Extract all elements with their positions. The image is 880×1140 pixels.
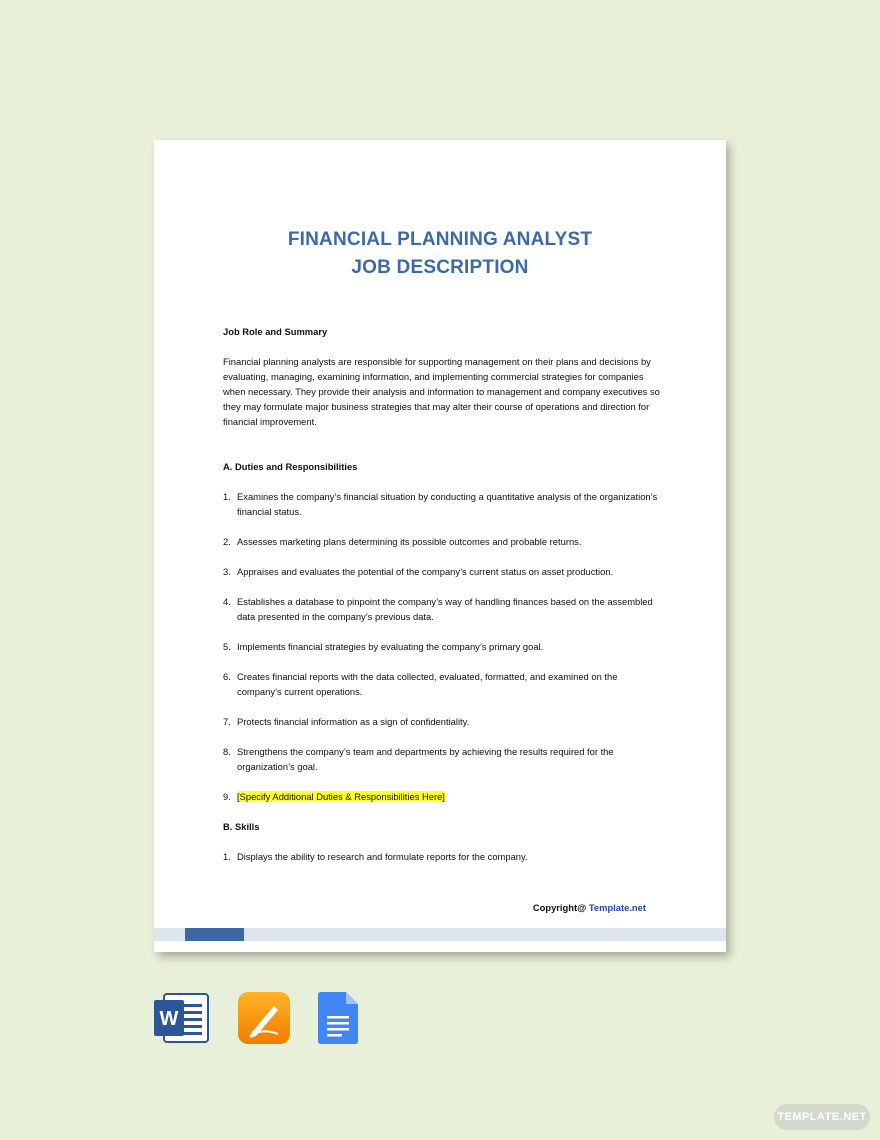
summary-text: Financial planning analysts are responsible for supporting management on their plans and decisions by evaluating, managing, examining information, and implementing commercial strategies for companies when necessary. They provide their analysis and information to management and company executives so they may formulate major business strategies that may alter their course of operations and direction for financial improvement. (223, 356, 660, 427)
copyright-label: Copyright@ (532, 902, 589, 913)
summary-heading: Job Role and Summary (223, 326, 328, 337)
duties-list (223, 489, 663, 804)
duties-heading: A. Duties and Responsibilities (223, 461, 358, 472)
item-number: 5. (223, 641, 231, 652)
list-item (223, 639, 663, 654)
google-docs-icon[interactable] (318, 992, 358, 1044)
item-text: Assesses marketing plans determining its possible outcomes and probable returns. (237, 536, 582, 547)
title-line-2: JOB DESCRIPTION (351, 257, 529, 278)
list-item (223, 594, 663, 624)
copyright (533, 902, 646, 913)
list-item (223, 744, 663, 774)
item-text: Displays the ability to research and formulate reports for the company. (237, 851, 528, 862)
list-item (223, 789, 663, 804)
document-title (154, 226, 726, 282)
list-item (223, 849, 663, 864)
item-number: 2. (223, 536, 231, 547)
skills-list (223, 849, 663, 864)
item-text: Examines the company’s financial situation by conducting a quantitative analysis of the organization’s financial status. (237, 491, 658, 517)
list-item (223, 714, 663, 729)
placeholder-highlight: [Specify Additional Duties & Responsibilities Here] (237, 791, 445, 802)
item-number: 1. (223, 851, 231, 862)
list-item (223, 489, 663, 519)
item-number: 8. (223, 746, 231, 757)
item-number: 3. (223, 566, 231, 577)
document-body (223, 324, 663, 879)
apple-pages-icon[interactable] (238, 992, 290, 1044)
item-text: Implements financial strategies by evaluating the company’s primary goal. (237, 641, 544, 652)
item-number: 9. (223, 791, 231, 802)
item-number: 1. (223, 491, 231, 502)
title-line-1: FINANCIAL PLANNING ANALYST (287, 229, 593, 250)
document-page (154, 140, 726, 952)
microsoft-word-icon[interactable] (154, 992, 210, 1044)
item-text: Creates financial reports with the data collected, evaluated, formatted, and examined on the company’s current operations. (237, 671, 618, 697)
list-item (223, 669, 663, 699)
word-letter: W (159, 1008, 179, 1030)
item-text: Appraises and evaluates the potential of the company’s current status on asset production. (237, 566, 614, 577)
template-net-badge[interactable]: TEMPLATE.NET (774, 1104, 870, 1130)
item-number: 7. (223, 716, 231, 727)
item-number: 6. (223, 671, 231, 682)
footer-accent (185, 928, 244, 941)
list-item (223, 534, 663, 549)
item-text: Strengthens the company’s team and departments by achieving the results required for the organization’s goal. (237, 746, 614, 772)
item-number: 4. (223, 596, 231, 607)
copyright-brand: Template.net (588, 902, 646, 913)
item-text: Protects financial information as a sign of confidentiality. (237, 716, 470, 727)
list-item (223, 564, 663, 579)
skills-heading: B. Skills (223, 821, 260, 832)
item-text: Establishes a database to pinpoint the company’s way of handling finances based on the assembled data presented in the company’s previous data. (237, 596, 653, 622)
